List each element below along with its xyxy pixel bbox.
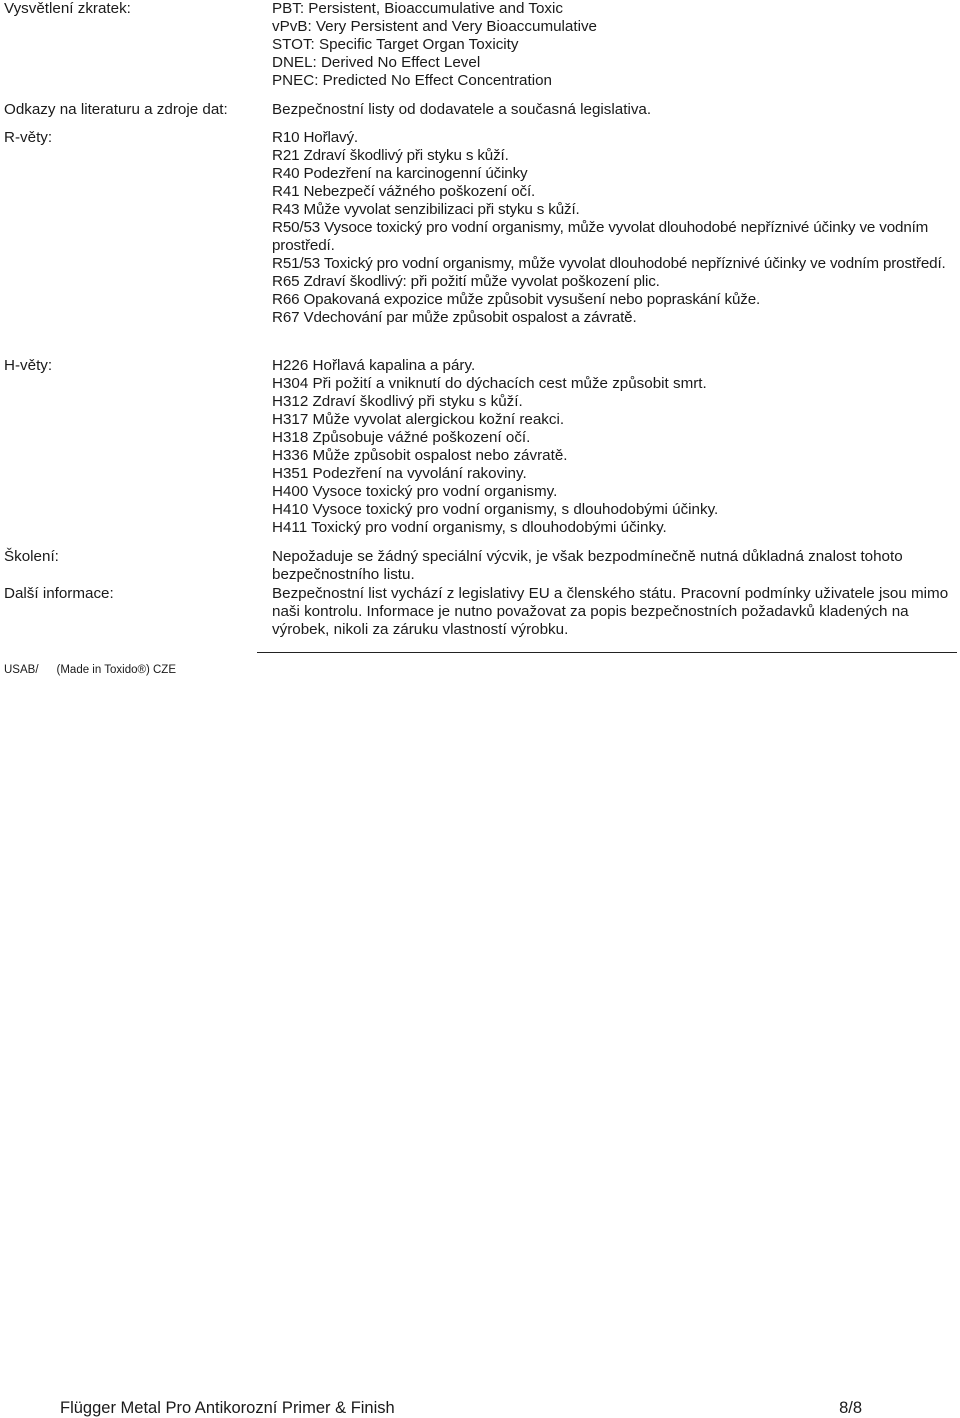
text-line: H336 Může způsobit ospalost nebo závratě. [272, 447, 568, 464]
training-label: Školení: [4, 548, 59, 565]
r-phrases-list [272, 129, 956, 327]
text-line: R43 Může vyvolat senzibilizaci při styku s kůží. [272, 201, 580, 218]
training-text [272, 548, 956, 584]
footer-origin: (Made in Toxido®) CZE [56, 664, 176, 676]
text-line: H411 Toxický pro vodní organismy, s dlouhodobými účinky. [272, 519, 667, 536]
h-phrases-label: H-věty: [4, 357, 53, 374]
text-line: PNEC: Predicted No Effect Concentration [272, 72, 552, 89]
text-line: STOT: Specific Target Organ Toxicity [272, 36, 519, 53]
further-info-text [272, 585, 956, 639]
text-line: R50/53 Vysoce toxický pro vodní organismy, může vyvolat dlouhodobé nepříznivé účinky ve vodním prostředí. [272, 219, 929, 254]
references-list [272, 101, 956, 119]
section-divider [257, 652, 957, 653]
text-line: H318 Způsobuje vážné poškození očí. [272, 429, 531, 446]
product-name: Flügger Metal Pro Antikorozní Primer & Finish [60, 1399, 395, 1417]
text-line: H304 Při požití a vniknutí do dýchacích cest může způsobit smrt. [272, 375, 707, 392]
text-line: R65 Zdraví škodlivý: při požití může vyvolat poškození plic. [272, 273, 660, 290]
text-line: H226 Hořlavá kapalina a páry. [272, 357, 476, 374]
text-line: R67 Vdechování par může způsobit ospalost a závratě. [272, 309, 637, 326]
text-line: R10 Hořlavý. [272, 129, 358, 146]
text-line: H400 Vysoce toxický pro vodní organismy. [272, 483, 558, 500]
text-line: PBT: Persistent, Bioaccumulative and Toxic [272, 0, 563, 17]
text-line: R21 Zdraví škodlivý při styku s kůží. [272, 147, 509, 164]
text-line: H410 Vysoce toxický pro vodní organismy, s dlouhodobými účinky. [272, 501, 719, 518]
text-line: R51/53 Toxický pro vodní organismy, může vyvolat dlouhodobé nepříznivé účinky ve vodním prostředí. [272, 255, 946, 272]
text-line: H317 Může vyvolat alergickou kožní reakci. [272, 411, 565, 428]
r-phrases-label: R-věty: [4, 129, 53, 146]
text-line: Bezpečnostní list vychází z legislativy EU a členského státu. Pracovní podmínky uživatele jsou mimo naši kontrolu. Informace je nutno považovat za popis bezpečnostních požadavků kladených na výrobek, nikoli za záruku vlastností výrobku. [272, 585, 949, 638]
footer-code: USAB/ [4, 664, 39, 676]
text-line: H351 Podezření na vyvolání rakoviny. [272, 465, 527, 482]
text-line: R41 Nebezpečí vážného poškození očí. [272, 183, 536, 200]
h-phrases-list [272, 357, 956, 537]
text-line: DNEL: Derived No Effect Level [272, 54, 481, 71]
document-code-footer [4, 663, 176, 677]
text-line: R66 Opakovaná expozice může způsobit vysušení nebo popraskání kůže. [272, 291, 761, 308]
further-info-label: Další informace: [4, 585, 114, 602]
page-footer [60, 1398, 862, 1418]
abbreviations-list [272, 0, 956, 90]
references-label: Odkazy na literaturu a zdroje dat: [4, 101, 228, 118]
text-line: Bezpečnostní listy od dodavatele a současná legislativa. [272, 101, 652, 118]
text-line: vPvB: Very Persistent and Very Bioaccumulative [272, 18, 597, 35]
abbreviations-label: Vysvětlení zkratek: [4, 0, 131, 17]
text-line: R40 Podezření na karcinogenní účinky [272, 165, 528, 182]
text-line: H312 Zdraví škodlivý při styku s kůží. [272, 393, 523, 410]
page-number: 8/8 [839, 1399, 862, 1417]
text-line: Nepožaduje se žádný speciální výcvik, je však bezpodmínečně nutná důkladná znalost tohoto bezpečnostního listu. [272, 548, 903, 583]
